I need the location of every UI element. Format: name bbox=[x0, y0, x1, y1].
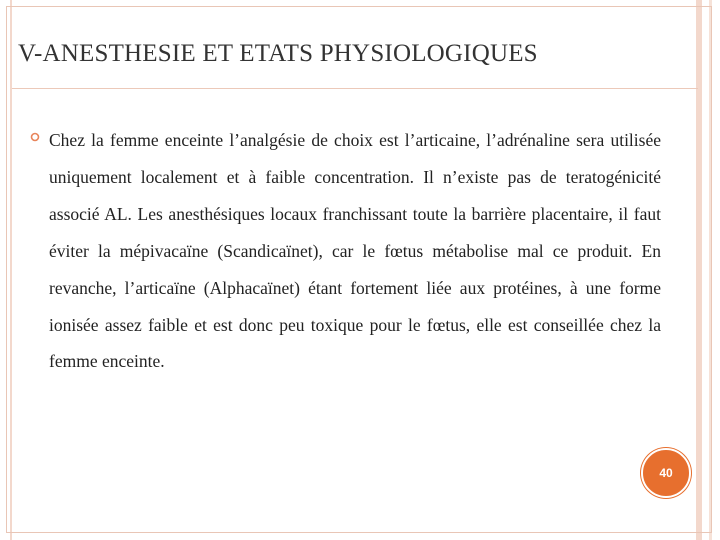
page-number-badge bbox=[641, 448, 691, 498]
ring-bullet-icon bbox=[30, 132, 40, 142]
title-divider bbox=[12, 88, 698, 89]
page-number: 40 bbox=[659, 466, 673, 480]
slide-title: V-ANESTHESIE ET ETATS PHYSIOLOGIQUES bbox=[18, 40, 538, 67]
slide-body-paragraph: Chez la femme enceinte l’analgésie de choix est l’articaine, l’adrénaline sera utilisée uniquement localement et à faible concentration. Il n’existe pas de teratogénicité associé AL. Les anesthésiques locaux franchissant toute la barrière placentaire, il faut éviter la mépivacaïne (Scandicaïnet), car le fœtus métabolise mal ce produit. En revanche, l’articaïne (Alphacaïnet) étant fortement liée aux protéines, à une forme ionisée assez faible et est donc peu toxique pour le fœtus, elle est conseillée chez la femme enceinte. bbox=[49, 130, 661, 372]
